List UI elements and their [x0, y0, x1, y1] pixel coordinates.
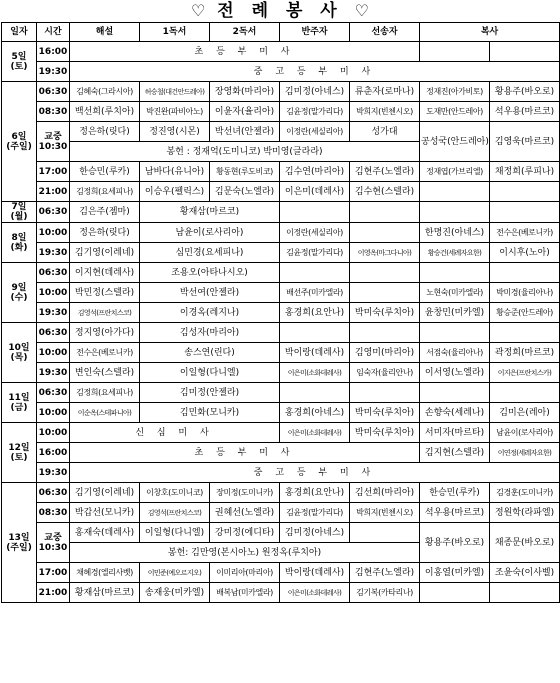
role-cell: 박희지(빈첸시오) [350, 503, 420, 523]
role-cell: 김기영(이레네) [70, 483, 140, 503]
table-row [2, 162, 560, 182]
role-cell: 박선녀(안젤라) [210, 122, 280, 142]
header-organist: 반주자 [280, 23, 350, 42]
date-cell: 5일 (토) [2, 42, 37, 82]
table-row [2, 563, 560, 583]
role-cell [280, 383, 350, 403]
role-cell: 박이랑(데레사) [280, 563, 350, 583]
role-cell: 박미숙(루치아) [350, 423, 420, 443]
role-cell: 김정희(요세피나) [70, 182, 140, 202]
role-cell [350, 263, 420, 283]
role-cell: 김현주(노엘라) [350, 162, 420, 182]
role-cell: 황승건(세례자요한) [420, 243, 490, 263]
time-cell: 10:00 [37, 223, 70, 243]
role-cell: 황재삼(마르코) [140, 202, 280, 223]
role-cell: 서미자(마르타) [420, 423, 490, 443]
table-row [2, 42, 560, 62]
date-cell: 6일 (주일) [2, 82, 37, 202]
role-cell [490, 182, 560, 202]
table-row [2, 202, 560, 223]
role-cell: 박희지(빈첸시오) [350, 102, 420, 122]
role-cell: 정은하(릿다) [70, 223, 140, 243]
role-cell: 이은미(소화데레사) [280, 583, 350, 603]
date-cell: 8일 (화) [2, 223, 37, 263]
role-cell: 허승철(대건안드레아) [140, 82, 210, 102]
date-cell: 10일 (목) [2, 323, 37, 383]
table-row [2, 503, 560, 523]
role-cell: 전수은(베로니카) [70, 343, 140, 363]
role-cell: 한승민(루카) [70, 162, 140, 182]
table-row [2, 323, 560, 343]
role-cell: 석우용(마르코) [420, 503, 490, 523]
role-cell: 도재만(안드레아) [420, 102, 490, 122]
schedule-body [2, 42, 560, 603]
role-cell: 이창호(도미니코) [140, 483, 210, 503]
role-cell: 김경훈(도미니카) [490, 483, 560, 503]
role-cell: 박진완(파비아노) [140, 102, 210, 122]
liturgy-schedule-table [1, 22, 560, 603]
role-cell: 김수현(스텔라) [350, 182, 420, 202]
role-cell: 김미은(레아) [490, 403, 560, 423]
time-cell: 06:30 [37, 383, 70, 403]
role-cell [350, 383, 420, 403]
role-cell: 김은주(젬마) [70, 202, 140, 223]
role-cell: 박미경(율리아나) [490, 283, 560, 303]
time-cell: 19:30 [37, 243, 70, 263]
time-cell: 21:00 [37, 583, 70, 603]
role-cell: 홍재숙(데레사) [70, 523, 140, 543]
role-cell: 류춘자(로마나) [350, 82, 420, 102]
role-cell: 심민경(요세피나) [140, 243, 280, 263]
role-cell: 김미정(안젤라) [140, 383, 280, 403]
role-cell: 이경옥(레지나) [140, 303, 280, 323]
role-cell: 김수연(마리아) [280, 162, 350, 182]
role-cell: 김윤정(말가리다) [280, 503, 350, 523]
header-row [2, 23, 560, 42]
role-cell [420, 383, 490, 403]
table-row [2, 122, 560, 142]
role-cell: 이서영(노엘라) [420, 363, 490, 383]
role-cell: 봉헌: 김만영(본시아노) 원정옥(루치아) [70, 543, 420, 563]
role-cell: 곽정희(마르코) [490, 343, 560, 363]
role-cell: 남바다(유니아) [140, 162, 210, 182]
role-cell: 박이랑(데레사) [280, 343, 350, 363]
time-cell: 21:00 [37, 182, 70, 202]
role-cell: 황재삼(마르코) [70, 583, 140, 603]
role-cell: 김성자(마리아) [140, 323, 280, 343]
role-cell: 이시후(노아) [490, 243, 560, 263]
header-cantor: 선송자 [350, 23, 420, 42]
role-cell [420, 182, 490, 202]
role-cell: 김영욱(마르코) [490, 122, 560, 162]
header-time: 시간 [37, 23, 70, 42]
role-cell: 이은미(소화데레사) [280, 363, 350, 383]
role-cell: 김정희(요세피나) [70, 383, 140, 403]
role-cell: 김미정(아네스) [280, 82, 350, 102]
role-cell: 임숙자(율리안나) [350, 363, 420, 383]
role-cell: 신 심 미 사 [70, 423, 280, 443]
header-reading-2: 2독서 [210, 23, 280, 42]
role-cell: 채종문(바오로) [490, 523, 560, 563]
role-cell: 정재진(아가비토) [420, 82, 490, 102]
table-row [2, 443, 560, 463]
role-cell: 이일형(다니엘) [140, 363, 280, 383]
time-cell: 16:00 [37, 443, 70, 463]
role-cell: 남윤이(로사리아) [490, 423, 560, 443]
time-cell: 17:00 [37, 563, 70, 583]
table-row [2, 182, 560, 202]
table-row [2, 102, 560, 122]
time-cell: 17:00 [37, 162, 70, 182]
time-cell: 10:00 [37, 283, 70, 303]
role-cell: 김현주(노엘라) [350, 563, 420, 583]
role-cell [280, 323, 350, 343]
role-cell: 황용주(바오로) [420, 523, 490, 563]
role-cell: 봉헌 : 정재억(도미니코) 박미영(글라라) [70, 142, 420, 162]
role-cell: 초 등 부 미 사 [70, 443, 420, 463]
role-cell: 김영석(프란치스코) [70, 303, 140, 323]
role-cell: 김영미(마리아) [350, 343, 420, 363]
time-cell: 08:30 [37, 102, 70, 122]
role-cell: 정재엽(가브리엘) [420, 162, 490, 182]
time-cell: 08:30 [37, 503, 70, 523]
role-cell: 홍경희(요안나) [280, 483, 350, 503]
header-date: 일자 [2, 23, 37, 42]
role-cell: 김민화(모니카) [140, 403, 280, 423]
table-row [2, 583, 560, 603]
table-row [2, 82, 560, 102]
role-cell: 김미정(아네스) [280, 523, 350, 543]
role-cell [280, 202, 350, 223]
role-cell: 한승민(루카) [420, 483, 490, 503]
role-cell [490, 323, 560, 343]
role-cell: 이민준(예오르지오) [140, 563, 210, 583]
role-cell [420, 202, 490, 223]
time-cell: 교중 10:30 [37, 122, 70, 162]
table-row [2, 263, 560, 283]
table-row [2, 423, 560, 443]
role-cell: 초 등 부 미 사 [70, 42, 420, 62]
table-row [2, 223, 560, 243]
role-cell: 황승준(안드레아) [490, 303, 560, 323]
role-cell: 홍경희(요안나) [280, 303, 350, 323]
role-cell [490, 42, 560, 62]
role-cell [490, 383, 560, 403]
role-cell: 한명진(아네스) [420, 223, 490, 243]
table-row [2, 403, 560, 423]
time-cell: 06:30 [37, 483, 70, 503]
role-cell: 장영화(마리아) [210, 82, 280, 102]
time-cell: 10:00 [37, 423, 70, 443]
header-altar-server: 복사 [420, 23, 560, 42]
table-row [2, 463, 560, 483]
role-cell: 권혜선(노엘라) [210, 503, 280, 523]
role-cell: 김문숙(노엘라) [210, 182, 280, 202]
time-cell: 교중 10:30 [37, 523, 70, 563]
role-cell [350, 202, 420, 223]
role-cell: 이은미(소화데레사) [280, 423, 350, 443]
role-cell: 채혜경(엘리사벳) [70, 563, 140, 583]
time-cell: 16:00 [37, 42, 70, 62]
time-cell: 19:30 [37, 463, 70, 483]
table-row [2, 283, 560, 303]
role-cell: 이정란(세실리아) [280, 223, 350, 243]
role-cell: 김윤정(말가리다) [280, 243, 350, 263]
role-cell [350, 223, 420, 243]
time-cell: 19:30 [37, 303, 70, 323]
heart-icon: ♡ [191, 1, 206, 20]
date-cell: 13일 (주일) [2, 483, 37, 603]
table-row [2, 343, 560, 363]
role-cell: 정지영(아가다) [70, 323, 140, 343]
time-cell: 06:30 [37, 263, 70, 283]
role-cell: 김기영(이레네) [70, 243, 140, 263]
role-cell: 이홍열(미카엘) [420, 563, 490, 583]
role-cell: 이연정(세레자요한) [490, 443, 560, 463]
role-cell: 배선주(미카엘라) [280, 283, 350, 303]
role-cell: 김선희(마리아) [350, 483, 420, 503]
role-cell: 정진영(시몬) [140, 122, 210, 142]
role-cell: 정원학(라파엘) [490, 503, 560, 523]
role-cell [490, 583, 560, 603]
role-cell: 이윤자(율리아) [210, 102, 280, 122]
role-cell: 이지은(프란치스카) [490, 363, 560, 383]
table-row [2, 62, 560, 82]
role-cell: 성가대 [350, 122, 420, 142]
role-cell: 박미숙(루치아) [350, 303, 420, 323]
role-cell: 김영석(프란치스코) [140, 503, 210, 523]
time-cell: 19:30 [37, 363, 70, 383]
role-cell: 황동현(루도비코) [210, 162, 280, 182]
time-cell: 19:30 [37, 62, 70, 82]
role-cell: 손향숙(세레나) [420, 403, 490, 423]
role-cell: 이은미(데레사) [280, 182, 350, 202]
table-row [2, 523, 560, 543]
role-cell: 황용주(바오로) [490, 82, 560, 102]
table-row [2, 243, 560, 263]
table-row [2, 383, 560, 403]
time-cell: 10:00 [37, 403, 70, 423]
role-cell [420, 583, 490, 603]
role-cell: 박민정(스텔라) [70, 283, 140, 303]
role-cell: 석우용(마르코) [490, 102, 560, 122]
role-cell: 김혜숙(그라시아) [70, 82, 140, 102]
role-cell: 이미리아(마리아) [210, 563, 280, 583]
header-commentary: 해설 [70, 23, 140, 42]
title-text: 전 례 봉 사 [217, 1, 343, 21]
role-cell: 정은하(릿다) [70, 122, 140, 142]
role-cell: 조용오(아타나시오) [140, 263, 280, 283]
role-cell: 이일형(다니엘) [140, 523, 210, 543]
role-cell: 배복남(미카엘라) [210, 583, 280, 603]
role-cell [420, 323, 490, 343]
role-cell: 이영옥(마그다니아) [350, 243, 420, 263]
role-cell: 송스연(린다) [140, 343, 280, 363]
role-cell: 김기복(카타리나) [350, 583, 420, 603]
role-cell: 공성국(안드레아) [420, 122, 490, 162]
role-cell: 강미정(에디타) [210, 523, 280, 543]
date-cell: 9일 (수) [2, 263, 37, 323]
role-cell: 이승우(펠릭스) [140, 182, 210, 202]
table-row [2, 303, 560, 323]
role-cell: 서점숙(율리아나) [420, 343, 490, 363]
role-cell: 전수은(베로니카) [490, 223, 560, 243]
role-cell: 중 고 등 부 미 사 [70, 62, 560, 82]
header-reading-1: 1독서 [140, 23, 210, 42]
role-cell [420, 42, 490, 62]
role-cell: 송재웅(미카엘) [140, 583, 210, 603]
role-cell [350, 283, 420, 303]
role-cell: 이지현(데레사) [70, 263, 140, 283]
role-cell: 윤창민(미카엘) [420, 303, 490, 323]
role-cell [280, 263, 350, 283]
table-row [2, 363, 560, 383]
role-cell [350, 323, 420, 343]
role-cell: 이정란(세실리아) [280, 122, 350, 142]
role-cell: 중 고 등 부 미 사 [70, 463, 560, 483]
role-cell [420, 263, 490, 283]
role-cell [490, 263, 560, 283]
table-row [2, 483, 560, 503]
time-cell: 06:30 [37, 323, 70, 343]
date-cell: 12일 (토) [2, 423, 37, 483]
page-title [0, 0, 560, 22]
role-cell: 홍경희(아네스) [280, 403, 350, 423]
heart-icon: ♡ [354, 1, 369, 20]
time-cell: 06:30 [37, 202, 70, 223]
time-cell: 06:30 [37, 82, 70, 102]
role-cell: 박갑선(모니카) [70, 503, 140, 523]
role-cell: 변인숙(스텔라) [70, 363, 140, 383]
time-cell: 10:00 [37, 343, 70, 363]
role-cell [490, 202, 560, 223]
role-cell: 백선희(루치아) [70, 102, 140, 122]
role-cell: 장미정(도미니카) [210, 483, 280, 503]
role-cell: 박미숙(루치아) [350, 403, 420, 423]
role-cell: 이순옥(스테파니아) [70, 403, 140, 423]
date-cell: 7일 (월) [2, 202, 37, 223]
date-cell: 11일 (금) [2, 383, 37, 423]
role-cell: 김지현(스텔라) [420, 443, 490, 463]
role-cell: 조윤숙(이사벨) [490, 563, 560, 583]
role-cell: 남윤이(로사리아) [140, 223, 280, 243]
role-cell: 박선여(안젤라) [140, 283, 280, 303]
role-cell [350, 523, 420, 543]
role-cell: 노현숙(미카엘라) [420, 283, 490, 303]
role-cell: 채정희(루피나) [490, 162, 560, 182]
role-cell: 김윤정(말가리다) [280, 102, 350, 122]
